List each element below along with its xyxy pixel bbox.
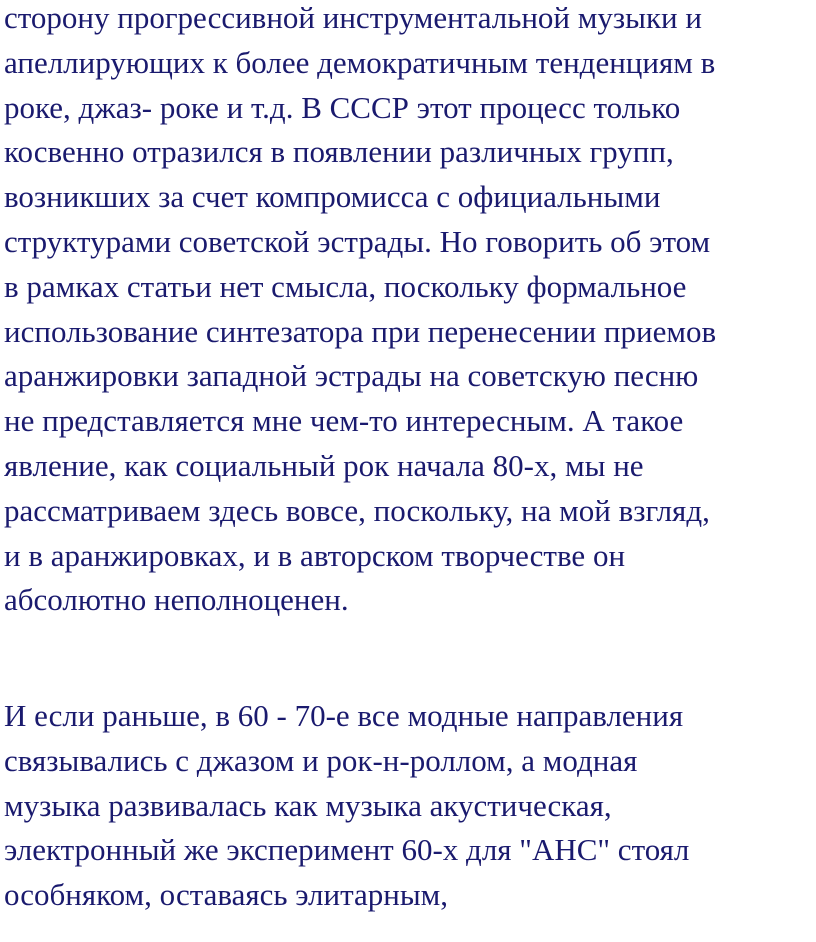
text-line: не представляется мне чем-то интересным. А такое (4, 403, 684, 439)
text-line: рассматриваем здесь вовсе, поскольку, на мой взгляд, (4, 492, 710, 528)
text-line: музыка развивалась как музыка акустическая, (4, 787, 612, 823)
text-line: сторону прогрессивной инструментальной музыки и (4, 0, 702, 35)
text-line: и в аранжировках, и в авторском творчестве он (4, 537, 626, 573)
text-line: аранжировки западной эстрады на советскую песню (4, 358, 699, 394)
text-line: абсолютно неполноценен. (4, 582, 349, 618)
text-line: И если раньше, в 60 - 70-е все модные направления (4, 698, 684, 733)
text-line: косвенно отразился в появлении различных групп, (4, 134, 674, 170)
text-line: возникших за счет компромисса с официальными (4, 179, 661, 215)
text-line: использование синтезатора при перенесении приемов (4, 313, 717, 349)
text-line: роке, джаз- роке и т.д. В СССР этот процесс только (4, 89, 681, 125)
text-line: в рамках статьи нет смысла, поскольку формальное (4, 268, 687, 304)
paragraph (4, 0, 816, 623)
paragraph (4, 694, 816, 918)
text-line: структурами советской эстрады. Но говорить об этом (4, 223, 711, 259)
text-line: апеллирующих к более демократичным тенденциям в (4, 44, 716, 80)
text-line: особняком, оставаясь элитарным, (4, 877, 449, 913)
text-line: связывались с джазом и рок-н-роллом, а модная (4, 742, 638, 778)
text-line: электронный же эксперимент 60-х для "АНС" стоял (4, 832, 690, 868)
text-line: явление, как социальный рок начала 80-х, мы не (4, 447, 644, 483)
